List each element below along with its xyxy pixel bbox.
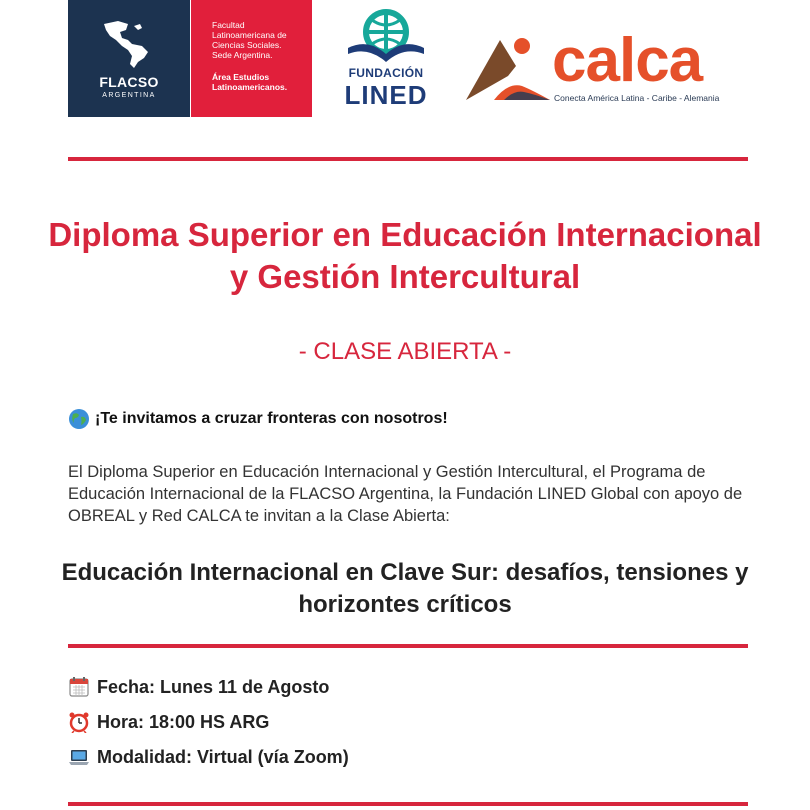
divider-middle (68, 644, 748, 648)
institution-line: Ciencias Sociales. (212, 40, 282, 50)
americas-map-icon (98, 18, 158, 68)
divider-top (68, 157, 748, 161)
page-subtitle: - CLASE ABIERTA - (298, 338, 512, 365)
calca-wordmark: calca (552, 26, 703, 95)
detail-time-text: Hora: 18:00 HS ARG (97, 711, 270, 732)
divider-bottom (68, 802, 748, 806)
globe-icon (68, 408, 90, 430)
lined-logo (326, 8, 446, 108)
invite-line (68, 408, 448, 430)
intro-paragraph: El Diploma Superior en Educación Internacional y Gestión Intercultural, el Programa de Educación Internacional de la FLACSO Argentina, la Fundación LINED Global con apoyo de OBREAL y Red CALCA te invitan a la Clase Abierta: (68, 463, 743, 525)
flacso-name: FLACSO (99, 74, 159, 90)
institution-line: Facultad (212, 20, 245, 30)
invite-text: ¡Te invitamos a cruzar fronteras con nosotros! (95, 410, 448, 427)
alarm-clock-icon (68, 711, 90, 733)
talk-title: Educación Internacional en Clave Sur: desafíos, tensiones y horizontes críticos (61, 559, 749, 618)
flacso-institution-text (212, 20, 308, 92)
calendar-icon (68, 676, 90, 698)
detail-date (68, 676, 329, 698)
area-text (212, 72, 308, 92)
lined-foundation-label: FUNDACIÓN (348, 66, 424, 80)
lined-globe-book-icon (342, 8, 430, 66)
calca-logo (464, 18, 754, 108)
area-line: Área Estudios (212, 72, 270, 82)
logo-bar (68, 0, 748, 118)
detail-modality (68, 746, 349, 768)
flacso-logo (68, 0, 190, 117)
institution-line: Sede Argentina. (212, 50, 273, 60)
detail-modality-text: Modalidad: Virtual (vía Zoom) (97, 746, 349, 767)
calca-tagline: Conecta América Latina - Caribe - Alemania (554, 93, 720, 103)
institution-line: Latinoamericana de (212, 30, 287, 40)
laptop-icon (68, 746, 90, 768)
detail-date-text: Fecha: Lunes 11 de Agosto (97, 676, 330, 697)
lined-name: LINED (344, 80, 428, 110)
detail-time (68, 711, 269, 733)
calca-mountain-icon (464, 32, 556, 102)
flacso-country: ARGENTINA (102, 92, 156, 99)
area-line: Latinoamericanos. (212, 82, 288, 92)
page-title: Diploma Superior en Educación Internacional y Gestión Intercultural (48, 216, 762, 295)
